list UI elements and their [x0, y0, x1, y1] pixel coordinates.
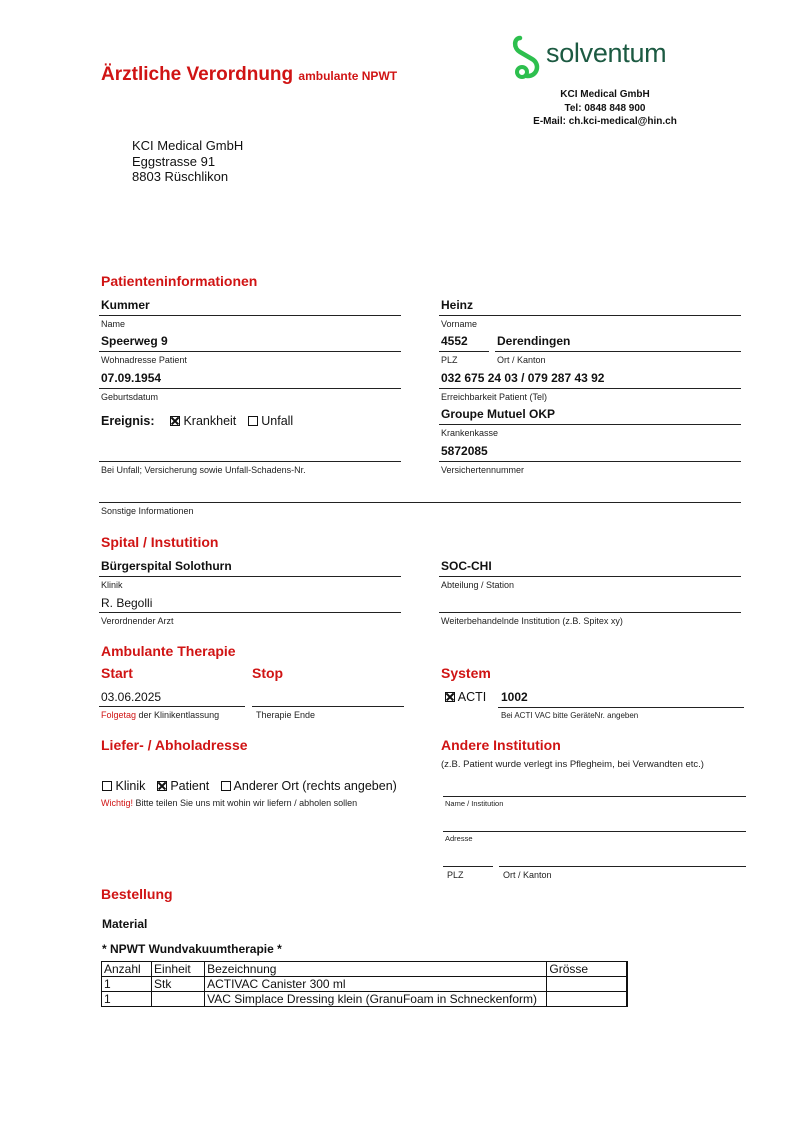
- order-header-row: [102, 962, 628, 977]
- cell-groesse[interactable]: [547, 977, 627, 992]
- patient-name-line: [99, 315, 401, 316]
- start-caption-rest: der Klinikentlassung: [138, 710, 220, 720]
- patient-birthdate-label: Geburtsdatum: [101, 392, 159, 402]
- patient-ort-label: Ort / Kanton: [497, 355, 546, 365]
- event-unfall-checkbox[interactable]: [248, 416, 258, 426]
- delivery-other-checkbox[interactable]: [221, 781, 231, 791]
- accident-line: [99, 461, 401, 462]
- insured-number-line: [439, 461, 741, 462]
- patient-phone-label: Erreichbarkeit Patient (Tel): [441, 392, 548, 402]
- doctor-value[interactable]: R. Begolli: [101, 596, 153, 610]
- event-unfall-label: Unfall: [261, 414, 294, 428]
- patient-name-label: Name: [101, 319, 126, 329]
- insurance-line: [439, 424, 741, 425]
- col-header-bezeichnung: Bezeichnung: [205, 962, 547, 977]
- event-krankheit-label: Krankheit: [183, 414, 237, 428]
- insurance-label: Krankenkasse: [441, 428, 499, 438]
- other-ort-line: [499, 866, 746, 867]
- event-label: Ereignis:: [101, 414, 155, 428]
- other-info-line: [99, 502, 741, 503]
- section-other-institution-title: Andere Institution: [441, 737, 561, 753]
- title-subtitle: ambulante NPWT: [298, 69, 398, 83]
- system-acti-label: ACTI: [457, 690, 487, 704]
- section-hospital-title: Spital / Instutition: [101, 534, 219, 550]
- company-email: E-Mail: ch.kci-medical@hin.ch: [533, 116, 677, 127]
- other-name-line: [443, 796, 746, 797]
- recipient-address: [132, 138, 243, 185]
- followup-label: Weiterbehandelnde Institution (z.B. Spitex xy): [441, 616, 623, 626]
- therapy-start-line: [99, 706, 245, 707]
- therapy-stop-caption: Therapie Ende: [256, 710, 316, 720]
- solventum-logo-icon: [510, 34, 544, 85]
- system-row: [445, 690, 486, 704]
- delivery-other-label: Anderer Ort (rechts angeben): [233, 779, 397, 793]
- patient-name-value[interactable]: Kummer: [101, 298, 150, 312]
- other-address-line: [443, 831, 746, 832]
- delivery-patient-checkbox[interactable]: [157, 781, 167, 791]
- other-info-label: Sonstige Informationen: [101, 506, 194, 516]
- patient-vorname-line: [439, 315, 741, 316]
- col-header-anzahl: Anzahl: [102, 962, 152, 977]
- delivery-klinik-checkbox[interactable]: [102, 781, 112, 791]
- col-header-einheit: Einheit: [152, 962, 205, 977]
- section-delivery-title: Liefer- / Abholadresse: [101, 737, 248, 753]
- cell-anzahl[interactable]: 1: [102, 992, 152, 1007]
- patient-address-line: [99, 351, 401, 352]
- patient-plz-line: [439, 351, 489, 352]
- patient-address-value[interactable]: Speerweg 9: [101, 334, 168, 348]
- patient-birthdate-line: [99, 388, 401, 389]
- therapy-start-value[interactable]: 03.06.2025: [101, 690, 162, 704]
- therapy-stop-line: [252, 706, 404, 707]
- col-header-groesse: Grösse: [547, 962, 627, 977]
- recipient-line3: 8803 Rüschlikon: [132, 169, 229, 184]
- patient-phone-line: [439, 388, 741, 389]
- other-name-label: Name / Institution: [445, 799, 504, 808]
- cell-einheit[interactable]: Stk: [152, 977, 205, 992]
- patient-birthdate-value[interactable]: 07.09.1954: [101, 371, 162, 385]
- therapy-start-label: Start: [101, 665, 133, 681]
- clinic-label: Klinik: [101, 580, 123, 590]
- patient-vorname-label: Vorname: [441, 319, 478, 329]
- other-plz-label: PLZ: [447, 870, 464, 880]
- delivery-options-row: [102, 779, 405, 793]
- cell-einheit[interactable]: [152, 992, 205, 1007]
- section-patient-title: Patienteninformationen: [101, 273, 258, 289]
- order-material-label: Material: [102, 917, 148, 931]
- delivery-patient-label: Patient: [170, 779, 210, 793]
- patient-ort-value[interactable]: Derendingen: [497, 334, 571, 348]
- clinic-line: [99, 576, 401, 577]
- other-institution-hint: (z.B. Patient wurde verlegt ins Pflegheim, bei Verwandten etc.): [441, 759, 704, 770]
- table-row: [102, 992, 628, 1007]
- delivery-note: [101, 798, 357, 808]
- start-caption-red: Folgetag: [101, 710, 137, 720]
- patient-vorname-value[interactable]: Heinz: [441, 298, 474, 312]
- recipient-line1: KCI Medical GmbH: [132, 138, 244, 153]
- cell-anzahl[interactable]: 1: [102, 977, 152, 992]
- device-number-caption: Bei ACTI VAC bitte GeräteNr. angeben: [501, 711, 639, 720]
- therapy-system-label: System: [441, 665, 491, 681]
- therapy-stop-label: Stop: [252, 665, 284, 681]
- delivery-note-rest: Bitte teilen Sie uns mit wohin wir liefern / abholen sollen: [135, 798, 358, 808]
- doctor-label: Verordnender Arzt: [101, 616, 174, 626]
- therapy-start-caption: [101, 710, 219, 720]
- recipient-line2: Eggstrasse 91: [132, 153, 216, 169]
- patient-phone-value[interactable]: 032 675 24 03 / 079 287 43 92: [441, 371, 605, 385]
- department-label: Abteilung / Station: [441, 580, 515, 590]
- company-block: [505, 88, 705, 129]
- device-number-value[interactable]: 1002: [501, 690, 528, 704]
- order-table: [101, 961, 628, 1007]
- title-text: Ärztliche Verordnung: [101, 64, 294, 85]
- event-row: [101, 414, 301, 428]
- other-address-label: Adresse: [445, 834, 473, 843]
- section-therapy-title: Ambulante Therapie: [101, 643, 236, 659]
- patient-address-label: Wohnadresse Patient: [101, 355, 187, 365]
- insured-number-value[interactable]: 5872085: [441, 444, 488, 458]
- device-number-line: [498, 707, 744, 708]
- event-krankheit-checkbox[interactable]: [170, 416, 180, 426]
- order-group-title: * NPWT Wundvakuumtherapie *: [102, 942, 282, 956]
- document-title: [101, 64, 397, 86]
- clinic-value[interactable]: Bürgerspital Solothurn: [101, 559, 232, 573]
- accident-label: Bei Unfall; Versicherung sowie Unfall-Schadens-Nr.: [101, 465, 306, 475]
- logo-wordmark: solventum: [546, 38, 667, 68]
- patient-plz-value[interactable]: 4552: [441, 334, 468, 348]
- table-row: [102, 977, 628, 992]
- followup-line: [439, 612, 741, 613]
- department-value[interactable]: SOC-CHI: [441, 559, 492, 573]
- doctor-line: [99, 612, 401, 613]
- department-line: [439, 576, 741, 577]
- cell-groesse[interactable]: [547, 992, 627, 1007]
- section-order-title: Bestellung: [101, 886, 173, 902]
- cell-bezeichnung[interactable]: VAC Simplace Dressing klein (GranuFoam in Schneckenform): [205, 992, 547, 1007]
- patient-ort-line: [495, 351, 741, 352]
- system-acti-checkbox[interactable]: [445, 692, 455, 702]
- insured-number-label: Versichertennummer: [441, 465, 525, 475]
- delivery-note-red: Wichtig!: [101, 798, 134, 808]
- cell-bezeichnung[interactable]: ACTIVAC Canister 300 ml: [205, 977, 547, 992]
- company-tel: Tel: 0848 848 900: [564, 102, 646, 114]
- other-ort-label: Ort / Kanton: [503, 870, 552, 880]
- patient-plz-label: PLZ: [441, 355, 458, 365]
- delivery-klinik-label: Klinik: [115, 779, 146, 793]
- other-plz-line: [443, 866, 493, 867]
- company-name: KCI Medical GmbH: [560, 89, 650, 100]
- insurance-value[interactable]: Groupe Mutuel OKP: [441, 407, 555, 421]
